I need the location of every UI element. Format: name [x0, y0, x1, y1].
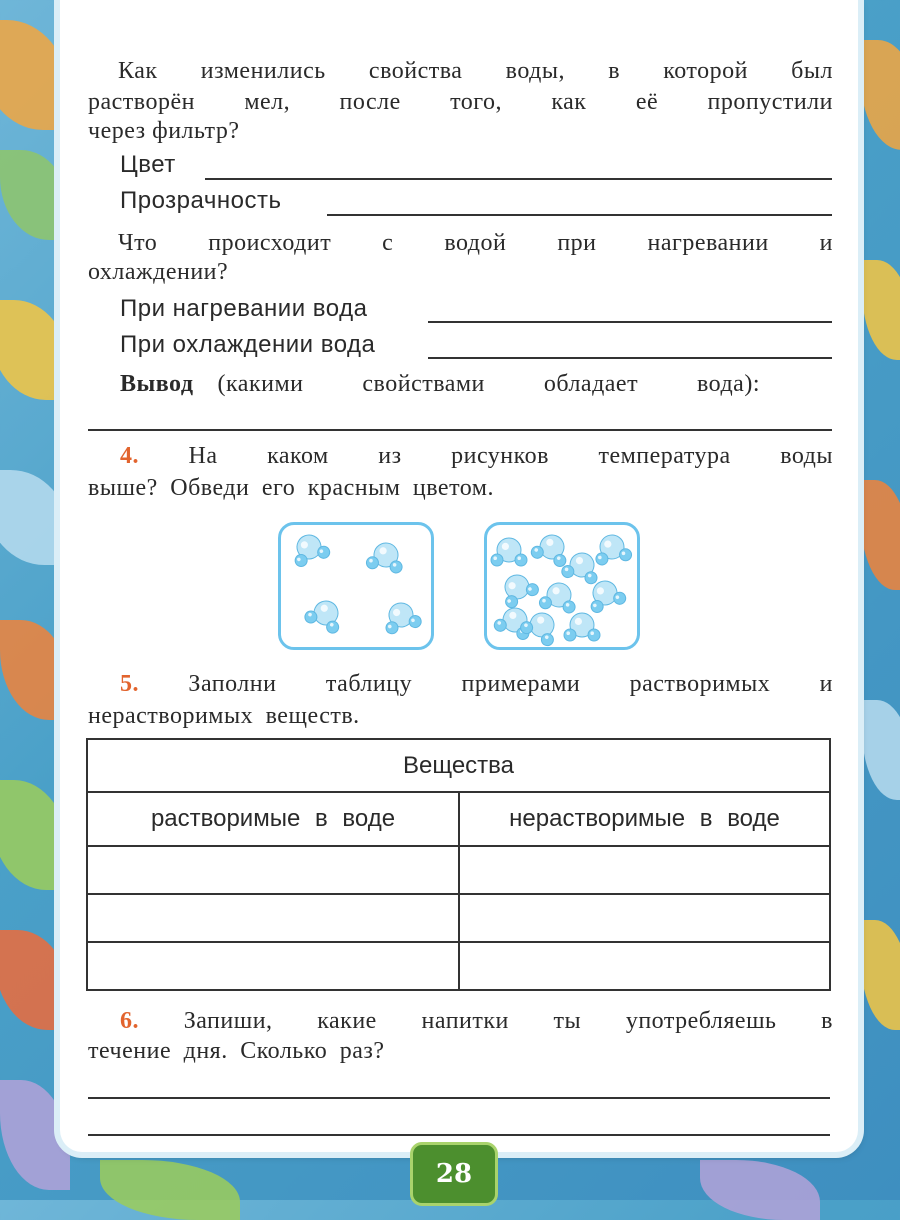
- question-6-line: [120, 1008, 833, 1035]
- question-text: Запиши, какие напитки ты употребляешь в: [183, 1008, 834, 1034]
- molecules-box-dense[interactable]: [484, 522, 640, 650]
- question-text: нерастворимых веществ.: [88, 703, 360, 729]
- table-cell[interactable]: [87, 942, 459, 990]
- question-text: растворён мел, после того, как её пропустили: [88, 89, 833, 115]
- question-text: охлаждении?: [88, 259, 229, 285]
- conclusion-answer-line[interactable]: [88, 429, 832, 431]
- page-number: 28: [410, 1142, 498, 1206]
- water-molecule-icon: [560, 549, 602, 585]
- color-label: Цвет: [120, 151, 176, 178]
- question-number: 4.: [120, 443, 139, 469]
- table-cell[interactable]: [459, 894, 830, 942]
- question-text: Как изменились свойства воды, в которой был: [118, 58, 833, 84]
- water-molecule-icon: [381, 599, 423, 635]
- question-text: выше? Обведи его красным цветом.: [88, 475, 494, 501]
- molecules-box-sparse[interactable]: [278, 522, 434, 650]
- answer-line[interactable]: [88, 1134, 830, 1136]
- answer-line[interactable]: [88, 1097, 830, 1099]
- water-molecule-icon: [365, 540, 405, 574]
- water-molecule-icon: [592, 532, 632, 566]
- water-molecule-icon: [564, 613, 600, 641]
- heating-label: При нагревании вода: [120, 295, 368, 322]
- transparency-answer-line[interactable]: [327, 214, 832, 216]
- question-text: На каком из рисунков температура воды: [188, 443, 833, 469]
- column-soluble: растворимые в воде: [87, 792, 459, 846]
- water-molecule-icon: [538, 580, 578, 614]
- water-molecule-icon: [288, 530, 331, 569]
- table-header: Вещества: [87, 739, 830, 792]
- question-text: Что происходит с водой при нагревании и: [118, 230, 833, 256]
- question-4-line: [120, 443, 833, 470]
- water-molecule-icon: [303, 595, 347, 636]
- question-text: через фильтр?: [88, 118, 240, 144]
- water-molecule-icon: [491, 538, 527, 566]
- conclusion: [120, 371, 760, 398]
- conclusion-label: Вывод: [120, 371, 194, 397]
- table-cell[interactable]: [459, 846, 830, 894]
- table-cell[interactable]: [87, 846, 459, 894]
- water-molecule-icon: [495, 568, 540, 610]
- transparency-label: Прозрачность: [120, 187, 282, 214]
- question-text: Заполни таблицу примерами растворимых и: [188, 671, 834, 697]
- substances-table: [86, 738, 831, 991]
- table-cell[interactable]: [87, 894, 459, 942]
- question-number: 5.: [120, 671, 139, 697]
- water-molecule-icon: [518, 606, 563, 647]
- molecules-dense: [487, 525, 637, 647]
- question-5-line: [120, 671, 833, 698]
- color-answer-line[interactable]: [205, 178, 832, 180]
- table-cell[interactable]: [459, 942, 830, 990]
- molecules-sparse: [281, 525, 431, 647]
- heating-answer-line[interactable]: [428, 321, 832, 323]
- conclusion-text: (какими свойствами обладает вода):: [217, 371, 760, 397]
- cooling-answer-line[interactable]: [428, 357, 832, 359]
- question-text: течение дня. Сколько раз?: [88, 1038, 385, 1064]
- column-insoluble: нерастворимые в воде: [459, 792, 830, 846]
- question-number: 6.: [120, 1008, 139, 1034]
- water-molecule-icon: [530, 530, 573, 569]
- cooling-label: При охлаждении вода: [120, 331, 376, 358]
